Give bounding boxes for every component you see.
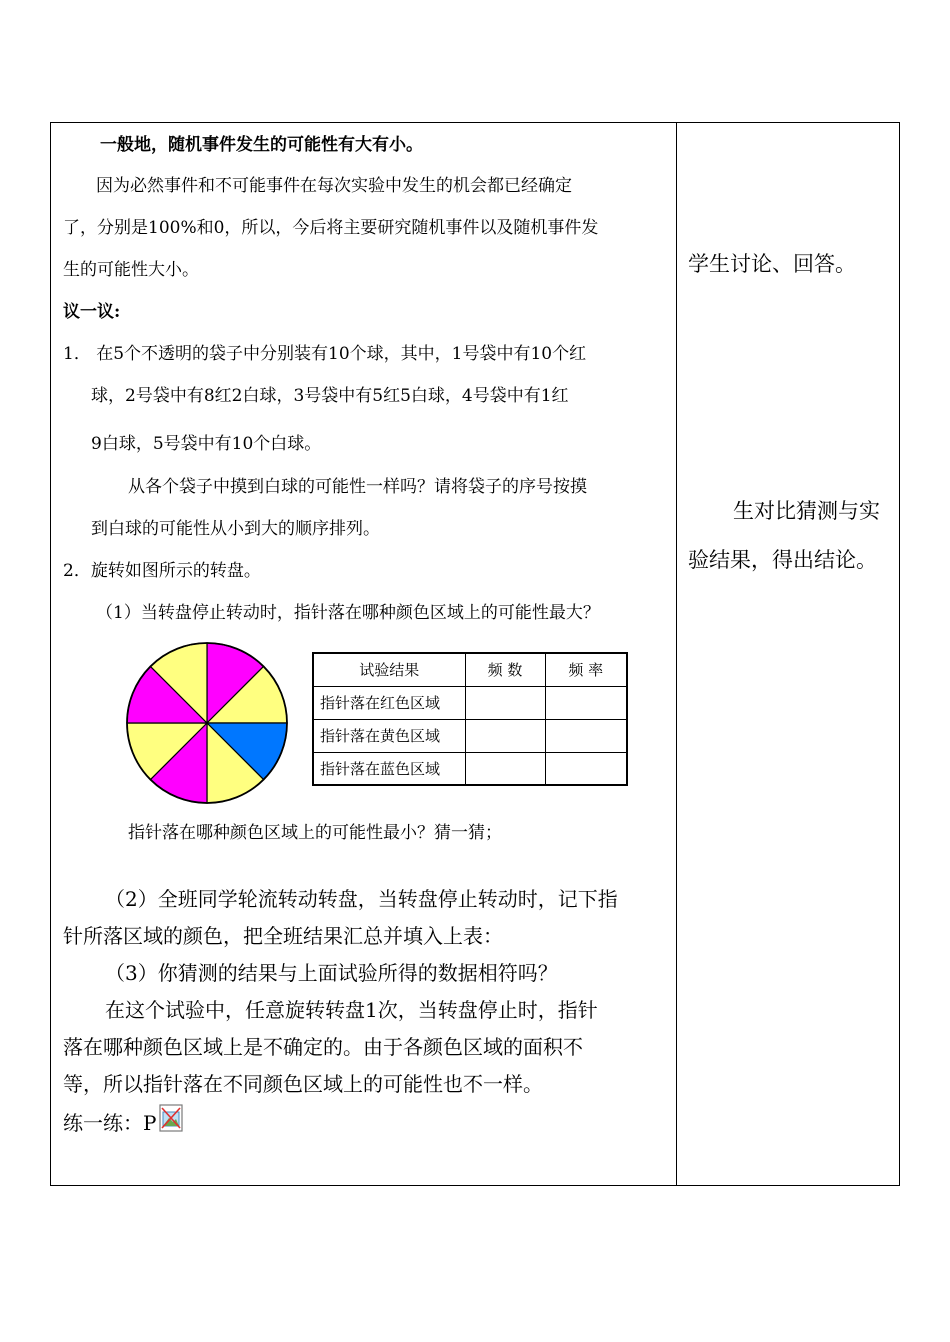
conclusion-line1: 在这个试验中，任意旋转转盘1次，当转盘停止时，指针 <box>105 998 598 1022</box>
heading: 一般地，随机事件发生的可能性有大有小。 <box>100 135 423 155</box>
column-divider <box>676 122 677 1186</box>
practice: 练一练：P <box>63 1111 157 1135</box>
conclusion-line2: 落在哪种颜色区域上是不确定的。由于各颜色区域的面积不 <box>63 1035 583 1059</box>
cell-empty <box>465 686 545 719</box>
broken-image-icon <box>159 1104 183 1132</box>
q2-2-line1: （2）全班同学轮流转动转盘，当转盘停止转动时，记下指 <box>105 887 618 911</box>
right-note2-line1: 生对比猜测与实 <box>733 499 880 523</box>
result-table <box>312 652 628 786</box>
right-note1: 学生讨论、回答。 <box>688 252 856 276</box>
conclusion-line3: 等，所以指针落在不同颜色区域上的可能性也不一样。 <box>63 1072 543 1096</box>
para1-line1: 因为必然事件和不可能事件在每次实验中发生的机会都已经确定 <box>96 176 572 196</box>
right-note2-line2: 验结果，得出结论。 <box>688 548 877 572</box>
discuss-title: 议一议: <box>63 302 121 322</box>
header-rate: 频 率 <box>545 653 627 686</box>
spinner-wheel <box>122 638 292 808</box>
cell-empty <box>545 686 627 719</box>
row-red-label: 指针落在红色区域 <box>313 686 465 719</box>
para1-line2: 了，分别是100%和0，所以，今后将主要研究随机事件以及随机事件发 <box>63 218 599 238</box>
q1-ask-line1: 从各个袋子中摸到白球的可能性一样吗？请将袋子的序号按摸 <box>128 477 587 497</box>
row-blue-label: 指针落在蓝色区域 <box>313 752 465 785</box>
q2-1b: 指针落在哪种颜色区域上的可能性最小？猜一猜； <box>128 823 502 843</box>
header-result: 试验结果 <box>313 653 465 686</box>
q1-line1: 1． 在5个不透明的袋子中分别装有10个球，其中，1号袋中有10个红 <box>63 344 587 364</box>
cell-empty <box>545 752 627 785</box>
header-frequency: 频 数 <box>465 653 545 686</box>
q2-2-line2: 针所落区域的颜色，把全班结果汇总并填入上表： <box>63 924 503 948</box>
cell-empty <box>465 752 545 785</box>
row-yellow-label: 指针落在黄色区域 <box>313 719 465 752</box>
cell-empty <box>545 719 627 752</box>
cell-empty <box>465 719 545 752</box>
q1-line3: 9白球，5号袋中有10个白球。 <box>91 434 322 454</box>
para1-line3: 生的可能性大小。 <box>63 260 199 280</box>
q1-ask-line2: 到白球的可能性从小到大的顺序排列。 <box>91 519 380 539</box>
q1-line2: 球，2号袋中有8红2白球，3号袋中有5红5白球，4号袋中有1红 <box>91 386 569 406</box>
q2-title: 2．旋转如图所示的转盘。 <box>63 561 261 581</box>
q2-3: （3）你猜测的结果与上面试验所得的数据相符吗？ <box>105 961 558 985</box>
q2-1: （1）当转盘停止转动时，指针落在哪种颜色区域上的可能性最大？ <box>96 603 600 623</box>
